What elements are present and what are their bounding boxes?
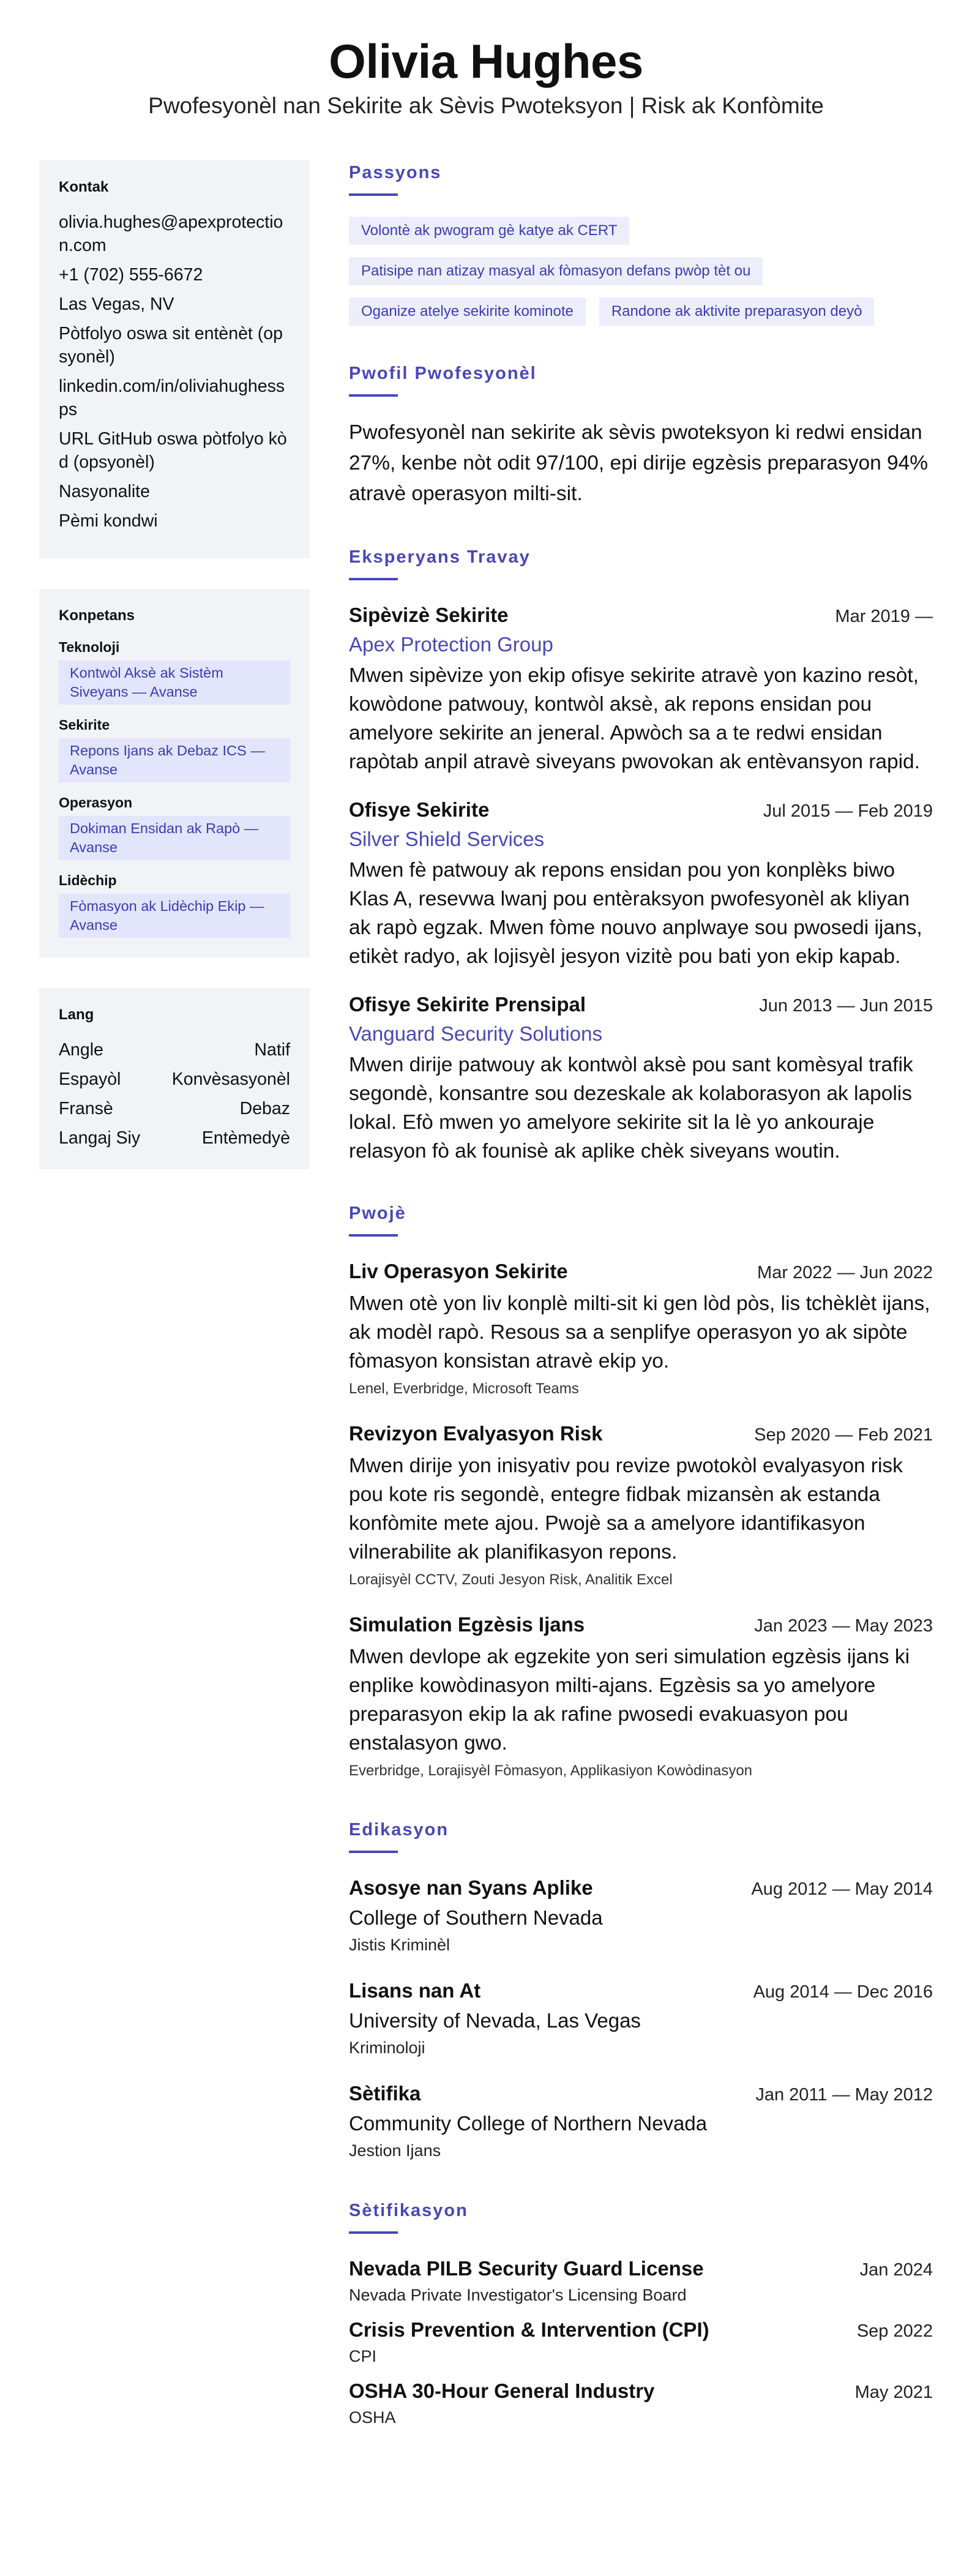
project-title: Revizyon Evalyasyon Risk bbox=[349, 1422, 603, 1445]
language-row bbox=[59, 1126, 290, 1150]
education-entry bbox=[349, 1874, 933, 1957]
skill-chip: Kontwòl Aksè ak Sistèm Siveyans — Avanse bbox=[59, 661, 290, 705]
degree-date: Jan 2011 — May 2012 bbox=[755, 2085, 933, 2105]
skill-chip: Fòmasyon ak Lidèchip Ekip — Avanse bbox=[59, 894, 290, 938]
job-company: Apex Protection Group bbox=[349, 633, 553, 656]
project-entry bbox=[349, 1420, 933, 1591]
skill-group-title: Lidèchip bbox=[59, 872, 117, 888]
job-company: Silver Shield Services bbox=[349, 828, 545, 850]
project-title: Liv Operasyon Sekirite bbox=[349, 1260, 568, 1282]
contact-title: Kontak bbox=[59, 179, 109, 195]
language-level: Natif bbox=[254, 1040, 290, 1060]
school-name: University of Nevada, Las Vegas bbox=[349, 2009, 641, 2032]
experience-section bbox=[349, 545, 933, 1166]
contact-license: Pèmi kondwi bbox=[59, 511, 158, 531]
passion-tag: Patisipe nan atizay masyal ak fòmasyon defans pwòp tèt ou bbox=[349, 257, 763, 285]
language-name: Angle bbox=[59, 1040, 103, 1060]
certification-date: Jan 2024 bbox=[859, 2260, 933, 2280]
contact-nationality: Nasyonalite bbox=[59, 482, 150, 501]
passion-tag: Volontè ak pwogram gè katye ak CERT bbox=[349, 217, 629, 245]
job-title: Sipèvizè Sekirite bbox=[349, 604, 509, 626]
job-description: Mwen dirije patwouy ak kontwòl aksè pou sant komèsyal trafik segondè, konsantre sou dezeskale ak kolaborasyon ak lapolis lokal. Efò mwen yo amelyore sekirite sit la lè yo ankouraje relasyon fò ak founisè ak aplike chèk siveyans woutin. bbox=[349, 1054, 913, 1163]
passions-section bbox=[349, 160, 933, 326]
language-level: Debaz bbox=[239, 1099, 290, 1118]
languages-card bbox=[39, 988, 310, 1169]
project-entry bbox=[349, 1611, 933, 1782]
section-divider bbox=[349, 2231, 398, 2234]
job-date: Mar 2019 — bbox=[835, 607, 933, 626]
job-date: Jun 2013 — Jun 2015 bbox=[759, 996, 933, 1016]
school-name: College of Southern Nevada bbox=[349, 1906, 603, 1929]
project-title: Simulation Egzèsis Ijans bbox=[349, 1613, 585, 1636]
language-name: Fransè bbox=[59, 1099, 113, 1118]
candidate-subtitle: Pwofesyonèl nan Sekirite ak Sèvis Pwoteksyon | Risk ak Konfòmite bbox=[148, 93, 824, 118]
certification-name: Nevada PILB Security Guard License bbox=[349, 2257, 704, 2280]
contact-location: Las Vegas, NV bbox=[59, 294, 174, 314]
degree-title: Asosye nan Syans Aplike bbox=[349, 1876, 593, 1899]
certification-date: Sep 2022 bbox=[856, 2321, 933, 2341]
project-date: Jan 2023 — May 2023 bbox=[754, 1616, 933, 1636]
profile-section bbox=[349, 361, 933, 509]
degree-title: Lisans nan At bbox=[349, 1979, 481, 2002]
job-description: Mwen sipèvize yon ekip ofisye sekirite atravè yon kazino resòt, kowòdone patwouy, kontwòl aksè, ak repons ensidan pou amelyore sekirite an jeneral. Apwòch sa a te redwi ensidan rapòtab anpil atravè siveyans pwovokan ak entèvansyon rapid. bbox=[349, 664, 920, 773]
section-divider bbox=[349, 394, 398, 397]
job-description: Mwen fè patwouy ak repons ensidan pou yon konplèks biwo Klas A, resevwa lwanj pou entèraksyon pwofesyonèl ak kliyan ak rapò egzak. Mwen fòme nouvo anplwaye sou pwosedi ijans, etikèt radyo, ak lojisyèl jesyon vizitè pou bati yon ekip kapab. bbox=[349, 859, 922, 968]
language-row bbox=[59, 1068, 290, 1091]
languages-title: Lang bbox=[59, 1006, 94, 1023]
job-date: Jul 2015 — Feb 2019 bbox=[763, 801, 933, 821]
section-title: Edikasyon bbox=[349, 1820, 449, 1840]
education-entry bbox=[349, 2080, 933, 2163]
skills-title: Konpetans bbox=[59, 607, 135, 624]
contact-github[interactable]: URL GitHub oswa pòtfolyo kòd (opsyonèl) bbox=[59, 429, 287, 472]
certification-name: OSHA 30-Hour General Industry bbox=[349, 2379, 655, 2402]
certification-issuer: CPI bbox=[349, 2347, 377, 2365]
project-tools: Lorajisyèl CCTV, Zouti Jesyon Risk, Analitik Excel bbox=[349, 1571, 673, 1588]
passion-tags bbox=[349, 217, 933, 326]
section-divider bbox=[349, 1234, 398, 1237]
education-entry bbox=[349, 1977, 933, 2060]
main-column bbox=[349, 160, 933, 2438]
section-divider bbox=[349, 1851, 398, 1853]
contact-email[interactable]: olivia.hughes@apexprotection.com bbox=[59, 212, 283, 255]
degree-title: Sètifika bbox=[349, 2082, 421, 2105]
project-entry bbox=[349, 1257, 933, 1400]
project-tools: Everbridge, Lorajisyèl Fòmasyon, Applikasiyon Kowòdinasyon bbox=[349, 1762, 753, 1779]
section-divider bbox=[349, 578, 398, 580]
candidate-name: Olivia Hughes bbox=[329, 34, 643, 88]
job-title: Ofisye Sekirite bbox=[349, 798, 490, 821]
education-section bbox=[349, 1818, 933, 2163]
skills-card bbox=[39, 589, 310, 957]
certification-issuer: Nevada Private Investigator's Licensing Board bbox=[349, 2286, 687, 2304]
contact-phone[interactable]: +1 (702) 555-6672 bbox=[59, 265, 203, 285]
sidebar bbox=[39, 160, 310, 1200]
experience-entry bbox=[349, 796, 933, 971]
contact-card bbox=[39, 160, 310, 558]
project-description: Mwen otè yon liv konplè milti-sit ki gen lòd pòs, lis tchèklèt ijans, ak modèl rapò. Resous sa a senplifye operasyon yo ak sipòte fòmasyon konsistan atravè ekip yo. bbox=[349, 1292, 930, 1372]
skill-group-title: Teknoloji bbox=[59, 639, 120, 655]
study-field: Jistis Kriminèl bbox=[349, 1936, 450, 1954]
project-tools: Lenel, Everbridge, Microsoft Teams bbox=[349, 1380, 579, 1397]
study-field: Jestion Ijans bbox=[349, 2141, 441, 2160]
skill-group-title: Sekirite bbox=[59, 717, 110, 733]
section-title: Passyons bbox=[349, 163, 442, 182]
language-row bbox=[59, 1038, 290, 1061]
language-level: Entèmedyè bbox=[201, 1128, 290, 1148]
section-title: Eksperyans Travay bbox=[349, 547, 531, 567]
contact-portfolio[interactable]: Pòtfolyo oswa sit entènèt (opsyonèl) bbox=[59, 324, 283, 367]
experience-entry bbox=[349, 990, 933, 1166]
projects-section bbox=[349, 1201, 933, 1782]
skill-group-title: Operasyon bbox=[59, 795, 133, 811]
passion-tag: Oganize atelye sekirite kominote bbox=[349, 298, 586, 326]
project-date: Sep 2020 — Feb 2021 bbox=[754, 1425, 933, 1445]
profile-summary: Pwofesyonèl nan sekirite ak sèvis pwoteksyon ki redwi ensidan 27%, kenbe nòt odit 97/100, epi dirije egzèsis preparasyon 94% atravè operasyon milti-sit. bbox=[349, 421, 929, 505]
language-row bbox=[59, 1097, 290, 1120]
job-title: Ofisye Sekirite Prensipal bbox=[349, 993, 586, 1016]
resume-header bbox=[0, 32, 972, 121]
project-description: Mwen devlope ak egzekite yon seri simulation egzèsis ijans ki enplike kowòdinasyon milti-ajans. Egzèsis sa yo amelyore preparasyon ekip la ak rafine pwosedi evakuasyon pou enstalasyon gwo. bbox=[349, 1646, 910, 1754]
skill-chip: Repons Ijans ak Debaz ICS — Avanse bbox=[59, 738, 290, 782]
certification-entry bbox=[349, 2316, 933, 2367]
language-name: Espayòl bbox=[59, 1069, 121, 1089]
experience-entry bbox=[349, 601, 933, 776]
certification-entry bbox=[349, 2255, 933, 2306]
language-name: Langaj Siy bbox=[59, 1128, 141, 1148]
school-name: Community College of Northern Nevada bbox=[349, 2112, 708, 2135]
job-company: Vanguard Security Solutions bbox=[349, 1022, 602, 1045]
language-level: Konvèsasyonèl bbox=[171, 1069, 290, 1089]
section-title: Pwojè bbox=[349, 1204, 406, 1223]
skill-chip: Dokiman Ensidan ak Rapò — Avanse bbox=[59, 816, 290, 860]
certification-name: Crisis Prevention & Intervention (CPI) bbox=[349, 2318, 709, 2341]
certification-issuer: OSHA bbox=[349, 2408, 396, 2427]
passion-tag: Randone ak aktivite preparasyon deyò bbox=[599, 298, 875, 326]
certification-entry bbox=[349, 2377, 933, 2428]
certifications-section bbox=[349, 2198, 933, 2428]
degree-date: Aug 2012 — May 2014 bbox=[751, 1879, 933, 1899]
section-divider bbox=[349, 193, 398, 196]
section-title: Pwofil Pwofesyonèl bbox=[349, 364, 537, 383]
project-date: Mar 2022 — Jun 2022 bbox=[757, 1263, 933, 1282]
section-title: Sètifikasyon bbox=[349, 2201, 468, 2220]
study-field: Kriminoloji bbox=[349, 2039, 425, 2057]
project-description: Mwen dirije yon inisyativ pou revize pwotokòl evalyasyon risk pou kote ris segondè, entegre fidbak mizansèn ak estanda konfòmite mete ajou. Pwojè sa a amelyore idantifikasyon vilnerabilite ak planifikasyon repons. bbox=[349, 1455, 903, 1563]
certification-date: May 2021 bbox=[854, 2383, 933, 2402]
contact-linkedin[interactable]: linkedin.com/in/oliviahughessps bbox=[59, 376, 285, 419]
degree-date: Aug 2014 — Dec 2016 bbox=[753, 1982, 933, 2002]
